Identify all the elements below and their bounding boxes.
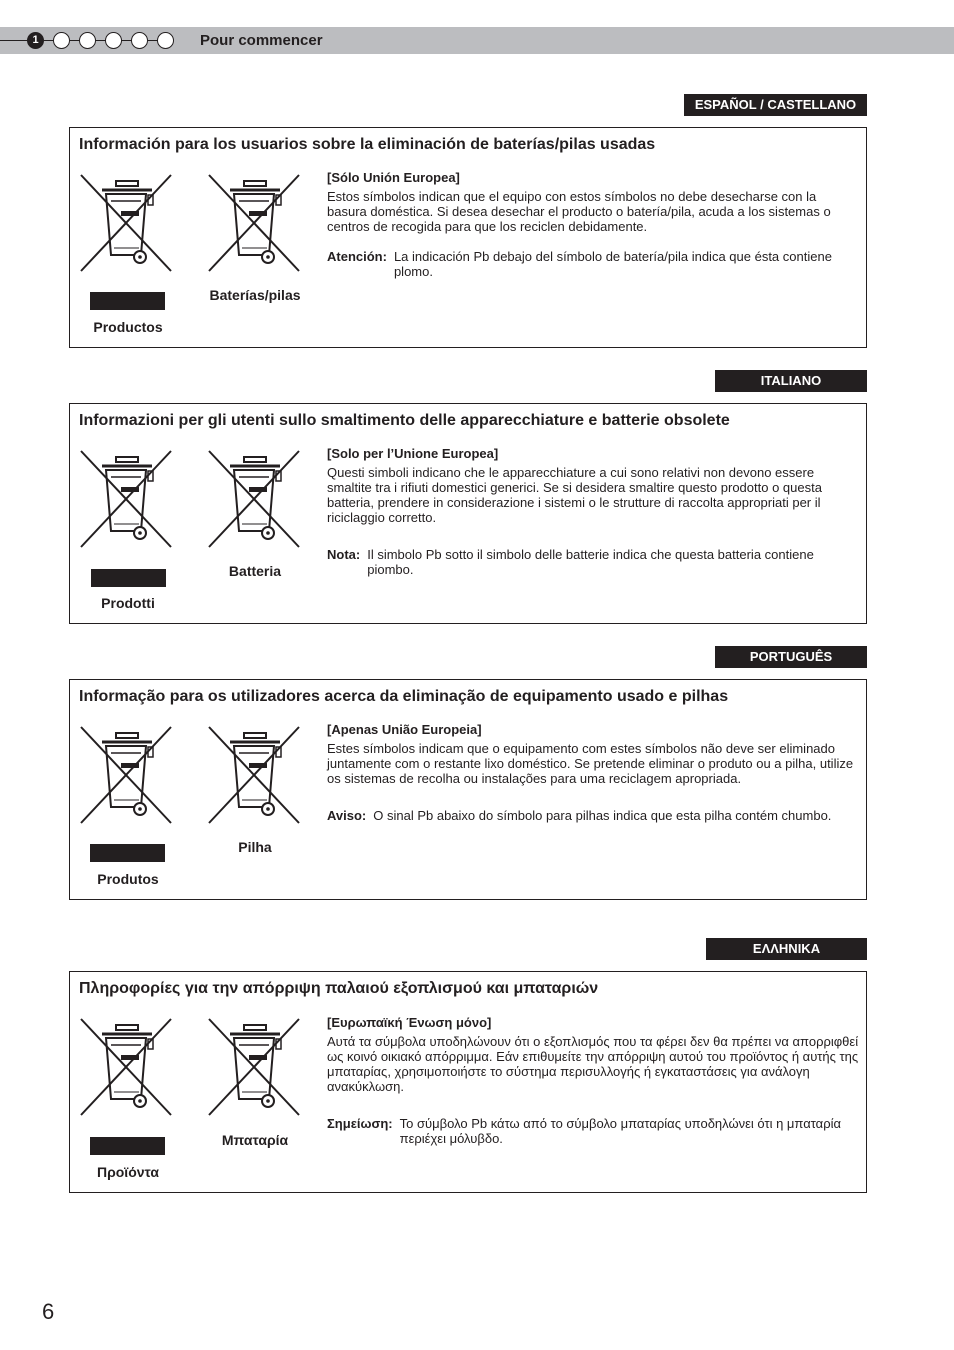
disposal-section-el bbox=[69, 971, 867, 1193]
step-indicator bbox=[27, 31, 183, 50]
battery-label: Baterías/pilas bbox=[209, 287, 301, 303]
note bbox=[327, 808, 859, 823]
note-text: O sinal Pb abaixo do símbolo para pilhas indica que esta pilha contém chumbo. bbox=[373, 808, 832, 823]
step-dot-current: 1 bbox=[27, 32, 44, 49]
products-label: Προϊόντα bbox=[96, 1164, 159, 1180]
note bbox=[327, 547, 859, 577]
step-dot bbox=[53, 32, 70, 49]
note-text: La indicación Pb debajo del símbolo de batería/pila indica que ésta contiene plomo. bbox=[393, 249, 832, 279]
crossed-bin-icon bbox=[79, 449, 175, 551]
disposal-section-pt bbox=[69, 679, 867, 900]
language-label-it: ITALIANO bbox=[715, 370, 867, 392]
section-text bbox=[327, 170, 859, 279]
note-label: Aviso: bbox=[327, 808, 367, 823]
black-bar-mark bbox=[90, 1137, 165, 1155]
battery-label: Batteria bbox=[228, 563, 282, 579]
subheading: [Solo per l’Unione Europea] bbox=[327, 446, 499, 461]
battery-label: Pilha bbox=[238, 839, 272, 855]
note-text: Το σύμβολο Pb κάτω από το σύμβολο μπαταρίας υποδηλώνει ότι η μπαταρία περιέχει μόλυβδο. bbox=[399, 1116, 841, 1146]
battery-label: Μπαταρία bbox=[221, 1132, 289, 1148]
note-text: Il simbolo Pb sotto il simbolo delle batterie indica che questa batteria contiene piombo. bbox=[367, 547, 814, 577]
header-rule bbox=[0, 40, 30, 41]
black-bar-mark bbox=[90, 844, 165, 862]
page-number: 6 bbox=[42, 1299, 55, 1324]
disposal-section-es bbox=[69, 127, 867, 348]
note bbox=[327, 1116, 859, 1146]
subheading: [Apenas União Europeia] bbox=[327, 722, 482, 737]
language-label-pt: PORTUGUÊS bbox=[715, 646, 867, 668]
body-paragraph: Estes símbolos indicam que o equipamento com estes símbolos não deve ser eliminado juntamente com o restante lixo doméstico. Se pretende eliminar o produto ou a pilha, utilize os sistemas de recolha ou instalações para uma reciclagem apropriada. bbox=[327, 741, 854, 786]
subheading: [Ευρωπαϊκή Ένωση μόνο] bbox=[327, 1015, 492, 1030]
disposal-section-it bbox=[69, 403, 867, 624]
black-bar-mark bbox=[90, 292, 165, 310]
crossed-bin-icon bbox=[79, 1017, 175, 1119]
section-title: Información para los usuarios sobre la eliminación de baterías/pilas usadas bbox=[79, 136, 656, 153]
crossed-bin-icon bbox=[207, 173, 303, 275]
step-dot bbox=[79, 32, 96, 49]
subheading: [Sólo Unión Europea] bbox=[327, 170, 460, 185]
section-title: Πληροφορίες για την απόρριψη παλαιού εξοπλισμού και μπαταριών bbox=[79, 980, 599, 997]
section-text bbox=[327, 446, 859, 577]
black-bar-mark bbox=[91, 569, 166, 587]
step-dot bbox=[157, 32, 174, 49]
body-paragraph: Estos símbolos indican que el equipo con estos símbolos no debe desecharse con la basura doméstica. Si desea desechar el producto o batería/pila, acuda a los sistemas o centros de recogida para que los reciclen debidamente. bbox=[327, 189, 831, 234]
section-text bbox=[327, 1015, 859, 1146]
header-title: Pour commencer bbox=[200, 32, 323, 49]
products-label: Prodotti bbox=[101, 595, 155, 611]
crossed-bin-icon bbox=[207, 725, 303, 827]
body-paragraph: Questi simboli indicano che le apparecchiature a cui sono relativi non devono essere smaltite tra i rifiuti domestici generici. Se si desidera smaltire questo prodotto o questa batteria, prendere in considerazione i sistemi o le strutture di raccolta appropriati per il riciclaggio corretto. bbox=[327, 465, 822, 525]
crossed-bin-icon bbox=[79, 173, 175, 275]
note bbox=[327, 249, 859, 279]
language-label-el: ΕΛΛΗΝΙΚΑ bbox=[706, 938, 867, 960]
section-text bbox=[327, 722, 859, 823]
crossed-bin-icon bbox=[207, 1017, 303, 1119]
note-label: Nota: bbox=[327, 547, 361, 562]
step-dot bbox=[131, 32, 148, 49]
section-title: Informazioni per gli utenti sullo smaltimento delle apparecchiature e batterie obsolete bbox=[79, 412, 730, 429]
products-label: Productos bbox=[93, 319, 163, 335]
step-dot bbox=[105, 32, 122, 49]
products-label: Produtos bbox=[97, 871, 159, 887]
section-title: Informação para os utilizadores acerca da eliminação de equipamento usado e pilhas bbox=[79, 688, 729, 705]
language-label-es: ESPAÑOL / CASTELLANO bbox=[684, 94, 867, 116]
crossed-bin-icon bbox=[79, 725, 175, 827]
note-label: Atención: bbox=[327, 249, 387, 264]
crossed-bin-icon bbox=[207, 449, 303, 551]
body-paragraph: Αυτά τα σύμβολα υποδηλώνουν ότι ο εξοπλισμός που τα φέρει δεν θα πρέπει να απορριφθεί ως κοινό οικιακό απόρριμμα. Εάν επιθυμείτε την απόρριψη αυτού του προϊόντος ή αυτής της μπαταρίας, χρησιμοποιήστε το σύστημα περισυλλογής ή εγκαταστάσεις για ανάλογη ανακύκλωση. bbox=[327, 1034, 859, 1094]
note-label: Σημείωση: bbox=[327, 1116, 393, 1131]
